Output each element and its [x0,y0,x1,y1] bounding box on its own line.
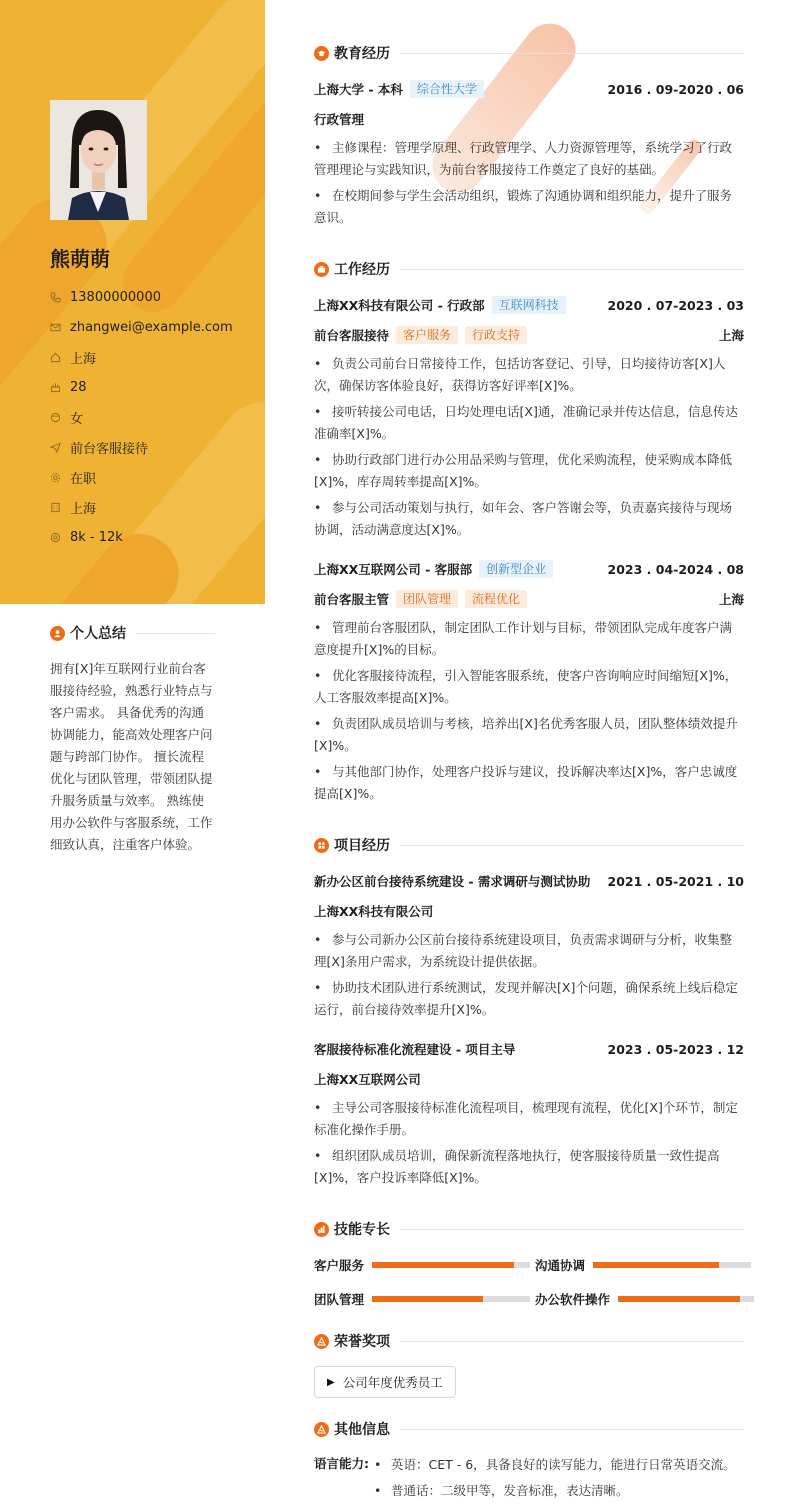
project-org: 上海XX科技有限公司 [314,904,434,919]
skill-name: 沟通协调 [535,1258,586,1273]
info-position-value: 前台客服接待 [70,441,149,457]
info-work-city-value: 上海 [70,501,97,517]
info-gender [50,402,233,432]
grid-icon [314,838,329,853]
awards-title: 荣誉奖项 [334,1334,390,1350]
building-icon [50,502,70,513]
skill-bar [593,1262,751,1268]
skill-item [314,1290,530,1308]
info-age [50,372,233,402]
list-item: • 主导公司客服接待标准化流程项目，梳理现有流程，优化[X]个环节，制定标准化操作手册。 [314,1097,744,1141]
skill-bar [618,1296,754,1302]
skill-bar [372,1262,530,1268]
project-2-header [314,1040,744,1058]
info-location-value: 上海 [70,351,97,367]
job-1-role [314,326,744,344]
summary-text: 拥有[X]年互联网行业前台客服接待经验，熟悉行业特点与客户需求。 具备优秀的沟通协调能力，能高效处理客户问题与跨部门协作。 擅长流程优化与团队管理，带领团队提升服务质量与效率。 熟练使用办公软件与客服系统，工作细致认真，注重客户体验。 [50,661,213,852]
project-2-org-row [314,1070,744,1088]
divider [400,1429,744,1430]
sidebar-header-panel [0,0,265,604]
skill-bar [372,1296,530,1302]
list-item: • 与其他部门协作，处理客户投诉与建议，投诉解决率达[X]%，客户忠诚度提高[X]%。 [314,761,744,805]
info-status [50,462,233,492]
list-item: • 主修课程：管理学原理、行政管理学、人力资源管理等，系统学习了行政管理理论与实践知识，为前台客服接待工作奠定了良好的基础。 [314,137,744,181]
list-item: • 接听转接公司电话，日均处理电话[X]通，准确记录并传达信息，信息传达准确率[X]%。 [314,401,744,445]
job-city: 上海 [718,328,744,343]
job-city: 上海 [718,592,744,607]
job-2-role [314,590,744,608]
info-salary [50,522,233,552]
skill-item [535,1290,754,1308]
award-label: 公司年度优秀员工 [342,1375,443,1390]
skill-bar-fill [372,1296,483,1302]
list-item: • 负责团队成员培训与考核，培养出[X]名优秀客服人员，团队整体绩效提升[X]%。 [314,713,744,757]
divider [400,269,744,270]
other-title: 其他信息 [334,1422,390,1438]
project-2-bullets [314,1097,744,1193]
skill-item [535,1256,751,1274]
graduation-cap-icon [314,46,329,61]
list-item: • 协助行政部门进行办公用品采购与管理，优化采购流程，使采购成本降低[X]%，库存周转率提高[X]%。 [314,449,744,493]
send-icon [50,442,70,453]
info-email-value: zhangwei@example.com [70,319,233,335]
skill-bar-fill [372,1262,514,1268]
education-major-row [314,110,744,128]
job-1-header [314,296,744,314]
coin-icon [50,532,70,543]
language-label: 语言能力: [314,1456,369,1471]
gear-icon [50,472,70,483]
divider [400,53,744,54]
info-location [50,342,233,372]
award-icon [314,1422,329,1437]
list-item: • 在校期间参与学生会活动组织，锻炼了沟通协调和组织能力，提升了服务意识。 [314,185,744,229]
work-title: 工作经历 [334,262,390,278]
divider [136,633,215,634]
list-item: • 普通话：二级甲等，发音标准，表达清晰。 [374,1480,736,1502]
list-item: • 英语：CET - 6，具备良好的读写能力，能进行日常英语交流。 [374,1454,736,1476]
education-bullets [314,137,744,233]
play-triangle-icon: ▶ [327,1376,335,1388]
job-2-bullets [314,617,744,809]
list-item: • 优化客服接待流程，引入智能客服系统，使客户咨询响应时间缩短[X]%，人工客服效率提高[X]%。 [314,665,744,709]
divider [400,845,744,846]
job-company-tag: 创新型企业 [479,560,553,578]
job-company: 上海XX科技有限公司 - 行政部 [314,298,485,313]
briefcase-icon [314,262,329,277]
education-row [314,80,744,98]
role-tag: 客户服务 [396,326,458,344]
award-icon [314,1334,329,1349]
job-role: 前台客服接待 [314,328,390,343]
phone-icon [50,292,70,303]
work-section-header [314,259,744,279]
info-status-value: 在职 [70,471,97,487]
info-position [50,432,233,462]
info-phone [50,282,233,312]
awards-section-header [314,1331,744,1351]
skill-name: 办公软件操作 [535,1292,611,1307]
mail-icon [50,322,70,333]
cake-icon [50,382,70,393]
divider [400,1341,744,1342]
summary-section-header [50,623,215,643]
info-age-value: 28 [70,379,87,395]
role-tag: 流程优化 [465,590,527,608]
skill-name: 团队管理 [314,1292,365,1307]
job-1-bullets [314,353,744,545]
role-tag: 行政支持 [465,326,527,344]
major: 行政管理 [314,112,365,127]
project-date: 2023 . 05-2023 . 12 [607,1041,744,1057]
school-tag: 综合性大学 [410,80,484,98]
summary-title: 个人总结 [70,626,126,642]
project-1-org-row [314,902,744,920]
info-email [50,312,233,342]
project-1-header [314,872,744,890]
projects-title: 项目经历 [334,838,390,854]
project-name: 客服接待标准化流程建设 - 项目主导 [314,1042,516,1057]
job-role: 前台客服主管 [314,592,390,607]
divider [400,1229,744,1230]
list-item: • 管理前台客服团队，制定团队工作计划与目标，带领团队完成年度客户满意度提升[X]%的目标。 [314,617,744,661]
info-phone-value: 13800000000 [70,289,161,305]
project-name: 新办公区前台接待系统建设 - 需求调研与测试协助 [314,874,591,889]
user-icon [50,626,65,641]
school-name: 上海大学 - 本科 [314,82,403,97]
skills-title: 技能专长 [334,1222,390,1238]
project-1-bullets [314,929,744,1025]
list-item: • 协助技术团队进行系统测试，发现并解决[X]个问题，确保系统上线后稳定运行，前台接待效率提升[X]%。 [314,977,744,1021]
info-gender-value: 女 [70,411,84,427]
education-date: 2016 . 09-2020 . 06 [607,81,744,97]
list-item: • 参与公司新办公区前台接待系统建设项目，负责需求调研与分析，收集整理[X]条用户需求，为系统设计提供依据。 [314,929,744,973]
education-title: 教育经历 [334,46,390,62]
bar-chart-icon [314,1222,329,1237]
skill-bar-fill [593,1262,719,1268]
contact-info-list [50,282,233,552]
candidate-name: 熊萌萌 [50,247,110,271]
skill-item [314,1256,530,1274]
projects-section-header [314,835,744,855]
job-2-header [314,560,744,578]
info-work-city [50,492,233,522]
skill-name: 客户服务 [314,1258,365,1273]
avatar [50,100,147,220]
award-item [314,1366,456,1398]
gender-icon [50,412,70,423]
job-date: 2023 . 04-2024 . 08 [607,561,744,577]
language-list [374,1454,736,1506]
project-org: 上海XX互联网公司 [314,1072,421,1087]
skill-bar-fill [618,1296,740,1302]
role-tag: 团队管理 [396,590,458,608]
job-company-tag: 互联网科技 [492,296,566,314]
job-date: 2020 . 07-2023 . 03 [607,297,744,313]
project-date: 2021 . 05-2021 . 10 [607,873,744,889]
job-company: 上海XX互联网公司 - 客服部 [314,562,473,577]
info-salary-value: 8k - 12k [70,529,123,545]
list-item: • 组织团队成员培训，确保新流程落地执行，使客服接待质量一致性提高[X]%，客户投诉率降低[X]%。 [314,1145,744,1189]
list-item: • 参与公司活动策划与执行，如年会、客户答谢会等，负责嘉宾接待与现场协调，活动满意度达[X]%。 [314,497,744,541]
other-section-header [314,1419,744,1439]
home-icon [50,352,70,363]
education-section-header [314,43,744,63]
list-item: • 负责公司前台日常接待工作，包括访客登记、引导，日均接待访客[X]人次，确保访客体验良好，获得访客好评率[X]%。 [314,353,744,397]
skills-section-header [314,1219,744,1239]
